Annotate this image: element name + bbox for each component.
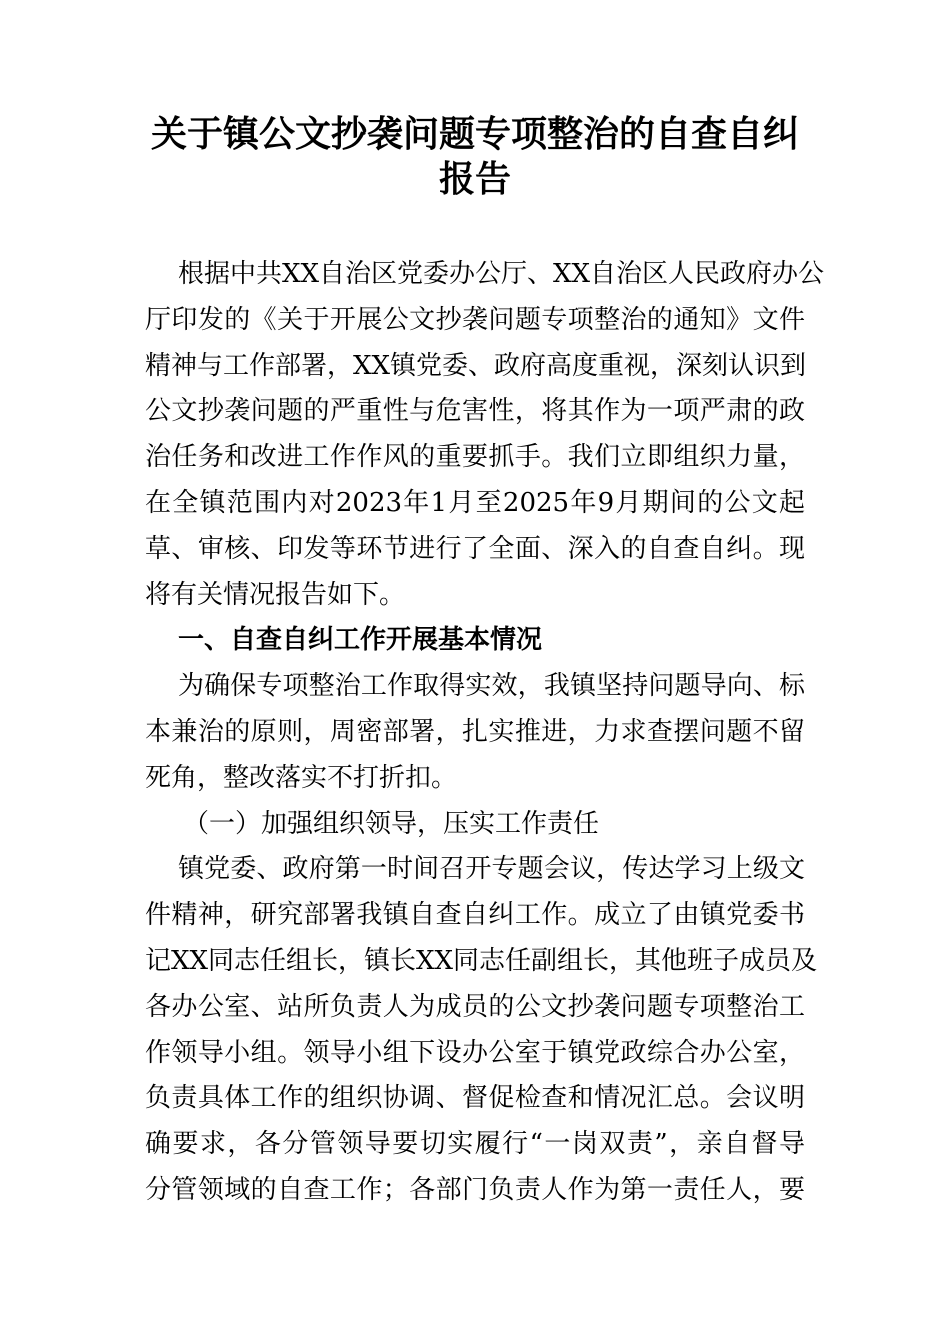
text-line: 作领导小组。领导小组下设办公室于镇党政综合办公室， (145, 1037, 805, 1068)
text-line: 各办公室、站所负责人为成员的公文抄袭问题专项整治工 (145, 991, 805, 1022)
text-line: 治任务和改进工作作风的重要抓手。我们立即组织力量， (145, 442, 805, 473)
text-line: 镇党委、政府第一时间召开专题会议，传达学习上级文 (178, 854, 805, 885)
text-line: 厅印发的《关于开展公文抄袭问题专项整治的通知》文件 (145, 304, 805, 335)
text-line: 分管领域的自查工作；各部门负责人作为第一责任人，要 (145, 1174, 805, 1205)
text-line: 死角，整改落实不打折扣。 (145, 762, 458, 793)
text-line: 草、审核、印发等环节进行了全面、深入的自查自纠。现 (145, 533, 805, 564)
paragraph (145, 252, 825, 618)
text-line: 负责具体工作的组织协调、督促检查和情况汇总。会议明 (145, 1083, 805, 1114)
text-line: 一、自查自纠工作开展基本情况 (178, 625, 543, 656)
text-line: （一）加强组织领导，压实工作责任 (183, 808, 600, 839)
text-line: 根据中共XX自治区党委办公厅、XX自治区人民政府办公 (178, 259, 825, 289)
text-line: 将有关情况报告如下。 (145, 579, 406, 610)
document-title (0, 112, 950, 202)
text-line: 公文抄袭问题的严重性与危害性，将其作为一项严肃的政 (145, 396, 805, 427)
title-line-1: 关于镇公文抄袭问题专项整治的自查自纠 (150, 113, 799, 155)
text-line: 确要求，各分管领导要切实履行“一岗双责”，亲自督导 (145, 1129, 805, 1160)
text-line: 本兼治的原则，周密部署，扎实推进，力求查摆问题不留 (145, 716, 805, 747)
document-body (145, 252, 825, 1214)
title-line-2: 报告 (438, 158, 511, 200)
section-heading (145, 618, 805, 664)
text-line: 精神与工作部署，XX镇党委、政府高度重视，深刻认识到 (145, 350, 807, 381)
text-line: 在全镇范围内对2023年1月至2025年9月期间的公文起 (145, 487, 805, 518)
text-line: 件精神，研究部署我镇自查自纠工作。成立了由镇党委书 (145, 900, 805, 931)
text-line: 为确保专项整治工作取得实效，我镇坚持问题导向、标 (178, 671, 805, 702)
paragraph (145, 664, 805, 801)
paragraph (145, 847, 818, 1213)
subsection-heading (145, 802, 805, 848)
text-line: 记XX同志任组长，镇长XX同志任副组长，其他班子成员及 (145, 945, 818, 976)
